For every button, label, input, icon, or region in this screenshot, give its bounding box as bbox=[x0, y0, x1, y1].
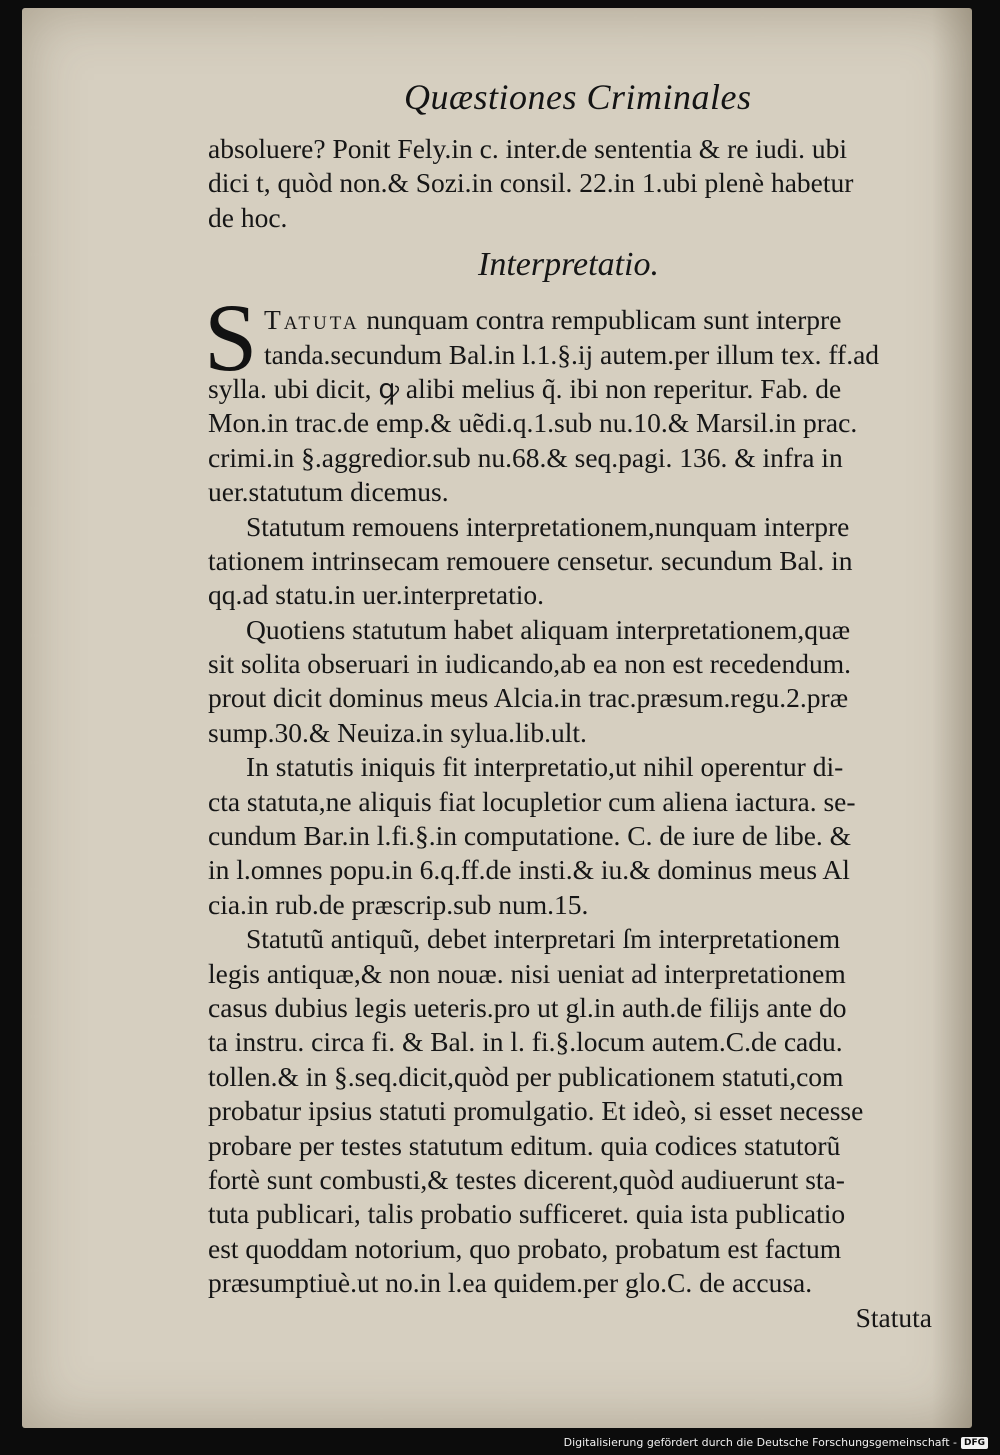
text-line bbox=[208, 303, 968, 337]
text-line: cundum Bar.in l.fi.§.in computatione. C. de iure de libe. & bbox=[208, 820, 852, 852]
digitization-footer bbox=[564, 1436, 988, 1449]
catchword: Statuta bbox=[855, 1301, 932, 1333]
text-line: tuta publicari, talis probatio sufficeret. quia ista publicatio bbox=[208, 1198, 846, 1230]
text-line: cta statuta,ne aliquis fiat locupletior cum aliena iactura. se- bbox=[208, 785, 856, 817]
text-line: sylla. ubi dicit, ꝙ alibi melius q̃. ibi non reperitur. Fab. de bbox=[208, 372, 842, 404]
section-heading: Interpretatio. bbox=[478, 246, 659, 284]
text-line: fortè sunt combusti,& testes dicerent,quòd audiuerunt sta- bbox=[208, 1163, 845, 1195]
text-line: Mon.in trac.de emp.& uẽdi.q.1.sub nu.10.& Marsil.in prac. bbox=[208, 407, 858, 439]
text-line: legis antiquæ,& non nouæ. nisi ueniat ad interpretationem bbox=[208, 957, 846, 989]
text-line: sump.30.& Neuiza.in sylua.lib.ult. bbox=[208, 716, 587, 748]
text-line: sit solita obseruari in iudicando,ab ea non est recedendum. bbox=[208, 648, 852, 680]
text-line: prout dicit dominus meus Alcia.in trac.præsum.regu.2.præ bbox=[208, 682, 849, 714]
text-line: probatur ipsius statuti promulgatio. Et ideò, si esset necesse bbox=[208, 1095, 864, 1127]
text-block bbox=[204, 132, 968, 1335]
text-line: qq.ad statu.in uer.interpretatio. bbox=[208, 579, 545, 611]
text-line: tationem intrinsecam remouere censetur. secundum Bal. in bbox=[208, 544, 853, 576]
text-line: crimi.in §.aggredior.sub nu.68.& seq.pagi. 136. & infra in bbox=[208, 441, 843, 473]
first-word: Tatuta bbox=[264, 304, 360, 336]
paragraph-4 bbox=[208, 750, 968, 922]
paragraph-5 bbox=[208, 922, 968, 1300]
book-page bbox=[22, 8, 972, 1428]
text-line: In statutis iniquis fit interpretatio,ut nihil operentur di- bbox=[246, 751, 844, 783]
text-line: præsumptiuè.ut no.in l.ea quidem.per glo.C. de accusa. bbox=[208, 1267, 813, 1299]
text-line: ta instru. circa fi. & Bal. in l. fi.§.locum autem.C.de cadu. bbox=[208, 1026, 843, 1058]
text-line: in l.omnes popu.in 6.q.ff.de insti.& iu.& dominus meus Al bbox=[208, 854, 850, 886]
paragraph-1 bbox=[204, 284, 968, 509]
text-line: absoluere? Ponit Fely.in c. inter.de sententia & re iudi. ubi bbox=[208, 133, 847, 164]
text-line: dici t, quòd non.& Sozi.in consil. 22.in 1.ubi plenè habetur bbox=[208, 167, 854, 199]
text-line: uer.statutum dicemus. bbox=[208, 476, 449, 508]
text-line: probare per testes statutum editum. quia codices statutorũ bbox=[208, 1129, 841, 1161]
text-line: de hoc. bbox=[208, 201, 288, 233]
text-line: tanda.secundum Bal.in l.1.§.ij autem.per illum tex. ff.ad bbox=[264, 338, 880, 370]
footer-text: Digitalisierung gefördert durch die Deutsche Forschungsgemeinschaft - bbox=[563, 1436, 957, 1449]
dfg-logo: DFG bbox=[961, 1437, 988, 1449]
text-line: Quotiens statutum habet aliquam interpretationem,quæ bbox=[246, 613, 851, 645]
text-line: Statutum remouens interpretationem,nunquam interpre bbox=[246, 510, 850, 542]
text-line: Statutũ antiquũ, debet interpretari ſm interpretationem bbox=[246, 923, 841, 955]
text-line: est quoddam notorium, quo probato, probatum est factum bbox=[208, 1232, 842, 1264]
running-head: Quæstiones Criminales bbox=[404, 77, 752, 117]
drop-cap: S bbox=[204, 284, 258, 392]
text-line: cia.in rub.de præscrip.sub num.15. bbox=[208, 888, 589, 920]
spacer bbox=[208, 295, 968, 303]
text-line: tollen.& in §.seq.dicit,quòd per publicationem statuti,com bbox=[208, 1060, 844, 1092]
text-line: casus dubius legis ueteris.pro ut gl.in auth.de filijs ante do bbox=[208, 991, 847, 1023]
text-fragment: nunquam contra rempublicam sunt interpre bbox=[359, 304, 842, 336]
paragraph-2 bbox=[208, 510, 968, 613]
paragraph-3 bbox=[208, 613, 968, 751]
